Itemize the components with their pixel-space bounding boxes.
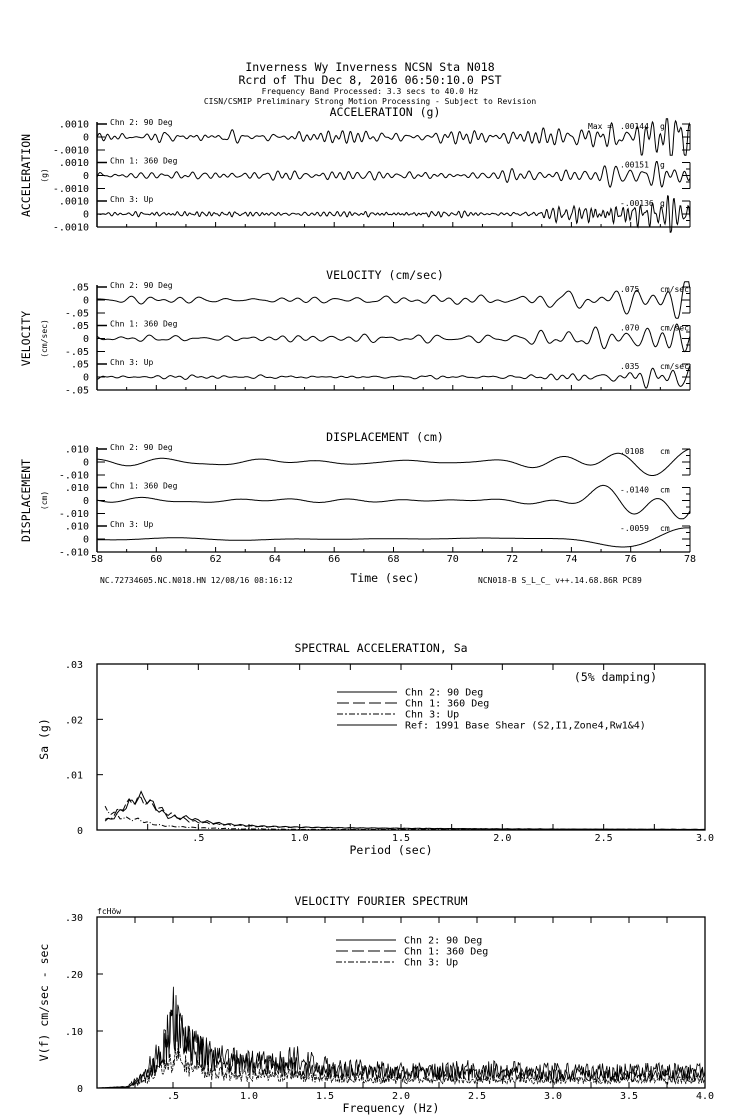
peak-unit: cm bbox=[660, 485, 670, 495]
y-axis-label: DISPLACEMENT bbox=[19, 458, 33, 543]
y-tick-label: .05 bbox=[70, 359, 89, 371]
peak-value: .00151 bbox=[620, 160, 649, 170]
chart-title: VELOCITY FOURIER SPECTRUM bbox=[294, 894, 468, 908]
y-tick-label: -.05 bbox=[64, 308, 89, 320]
x-tick-label: 74 bbox=[565, 554, 578, 565]
y-tick-label: .05 bbox=[70, 321, 89, 332]
x-tick-label: 2.0 bbox=[493, 833, 512, 844]
plot-frame bbox=[97, 664, 705, 830]
legend-label: Ref: 1991 Base Shear (S2,I1,Zone4,Rw1&4) bbox=[405, 720, 646, 732]
time-axis-label: Time (sec) bbox=[350, 571, 420, 585]
y-axis-units: (g) bbox=[40, 168, 49, 183]
x-tick-label: 62 bbox=[209, 554, 222, 565]
chart-tag: fcHöw bbox=[97, 907, 122, 916]
y-tick-label: 0 bbox=[76, 1084, 83, 1095]
y-tick-label: .010 bbox=[64, 483, 89, 494]
y-tick-label: 0 bbox=[82, 334, 89, 345]
y-tick-label: .0010 bbox=[58, 119, 89, 131]
fourier-spectrum-chart bbox=[37, 894, 714, 1115]
record-time: Rcrd of Thu Dec 8, 2016 06:50:10.0 PST bbox=[238, 73, 502, 87]
y-tick-label: .010 bbox=[64, 444, 89, 456]
x-tick-label: 68 bbox=[387, 554, 400, 565]
chart-title: SPECTRAL ACCELERATION, Sa bbox=[294, 641, 468, 655]
peak-unit: g bbox=[660, 160, 665, 170]
damping-note: (5% damping) bbox=[573, 670, 657, 684]
channel-trace-0 bbox=[59, 443, 690, 482]
y-tick-label: -.05 bbox=[64, 347, 89, 358]
y-tick-label: -.0010 bbox=[52, 222, 89, 234]
y-tick-label: 0 bbox=[76, 826, 83, 837]
y-tick-label: .010 bbox=[64, 521, 89, 533]
x-tick-label: 1.0 bbox=[290, 833, 309, 844]
x-axis-label: Period (sec) bbox=[349, 843, 433, 857]
processing-note: CISN/CSMIP Preliminary Strong Motion Processing - Subject to Revision bbox=[203, 97, 537, 106]
x-tick-label: 78 bbox=[683, 554, 697, 565]
series-line-1 bbox=[105, 796, 705, 829]
x-tick-label: 3.0 bbox=[695, 833, 715, 844]
x-tick-label: 3.0 bbox=[543, 1091, 563, 1102]
channel-trace-1 bbox=[53, 157, 690, 196]
x-tick-label: 76 bbox=[624, 554, 637, 565]
legend-label: Chn 2: 90 Deg bbox=[405, 687, 484, 699]
legend-label: Chn 1: 360 Deg bbox=[404, 946, 489, 958]
header bbox=[204, 60, 537, 106]
y-axis-label: Sa (g) bbox=[37, 718, 51, 760]
panel-title: DISPLACEMENT (cm) bbox=[326, 430, 444, 444]
peak-unit: cm/sec bbox=[660, 323, 689, 333]
channel-label: Chn 2: 90 Deg bbox=[110, 443, 173, 452]
x-tick-label: 4.0 bbox=[695, 1091, 715, 1102]
x-tick-label: 64 bbox=[268, 554, 281, 565]
panel-title: VELOCITY (cm/sec) bbox=[326, 268, 444, 282]
peak-value: .0108 bbox=[620, 447, 645, 456]
frequency-band: Frequency Band Processed: 3.3 secs to 40.0 Hz bbox=[261, 87, 479, 96]
y-axis-units: (cm) bbox=[40, 490, 49, 511]
peak-value: .070 bbox=[620, 323, 640, 333]
series-line-2 bbox=[105, 806, 705, 829]
legend-label: Chn 3: Up bbox=[404, 957, 459, 969]
channel-trace-0 bbox=[65, 281, 690, 320]
y-tick-label: .01 bbox=[64, 770, 83, 782]
y-tick-label: .20 bbox=[64, 970, 83, 981]
waveform-line bbox=[97, 365, 690, 388]
max-prefix: Max = bbox=[588, 122, 613, 131]
y-axis-label: VELOCITY bbox=[19, 310, 33, 367]
x-tick-label: 66 bbox=[328, 554, 341, 565]
channel-label: Chn 3: Up bbox=[110, 520, 154, 529]
y-tick-label: .02 bbox=[64, 715, 83, 727]
y-tick-label: .05 bbox=[70, 282, 89, 294]
peak-unit: cm/sec bbox=[660, 285, 689, 294]
peak-value: .075 bbox=[620, 285, 640, 294]
x-tick-label: 2.5 bbox=[594, 833, 613, 844]
time-history-panel-1 bbox=[19, 268, 690, 397]
peak-value: .035 bbox=[620, 362, 640, 371]
peak-unit: g bbox=[660, 199, 665, 208]
x-tick-label: 2.0 bbox=[391, 1091, 411, 1102]
peak-value: -.0059 bbox=[620, 524, 649, 533]
waveform-line bbox=[97, 282, 690, 318]
channel-label: Chn 3: Up bbox=[110, 195, 154, 204]
footer-record-id: NC.72734605.NC.N018.HN 12/08/16 08:16:12 bbox=[100, 576, 293, 585]
y-tick-label: -.0010 bbox=[52, 184, 89, 195]
legend-label: Chn 2: 90 Deg bbox=[404, 935, 483, 947]
x-tick-label: 72 bbox=[506, 554, 519, 565]
y-tick-label: -.010 bbox=[58, 470, 89, 482]
x-tick-label: .5 bbox=[166, 1091, 180, 1102]
channel-label: Chn 1: 360 Deg bbox=[110, 319, 178, 329]
y-tick-label: 0 bbox=[82, 132, 89, 144]
y-tick-label: .30 bbox=[64, 913, 83, 924]
peak-unit: cm/sec bbox=[660, 362, 689, 371]
y-tick-label: .0010 bbox=[58, 158, 89, 169]
series-line-2 bbox=[97, 1047, 705, 1088]
channel-label: Chn 3: Up bbox=[110, 358, 154, 367]
y-tick-label: 0 bbox=[82, 457, 89, 469]
x-tick-label: 3.5 bbox=[619, 1091, 639, 1102]
y-tick-label: -.010 bbox=[58, 509, 89, 520]
channel-trace-0 bbox=[53, 118, 690, 157]
waveform-line bbox=[97, 324, 690, 352]
y-tick-label: .03 bbox=[64, 660, 83, 671]
channel-trace-1 bbox=[59, 482, 690, 521]
channel-label: Chn 1: 360 Deg bbox=[110, 481, 178, 491]
x-tick-label: 2.5 bbox=[467, 1091, 487, 1102]
station-title: Inverness Wy Inverness NCSN Sta N018 bbox=[245, 60, 495, 74]
peak-value: .00144 bbox=[620, 122, 649, 131]
peak-value: -.00136 bbox=[620, 199, 654, 208]
y-tick-label: 0 bbox=[82, 372, 89, 384]
channel-label: Chn 2: 90 Deg bbox=[110, 281, 173, 290]
x-tick-label: 1.5 bbox=[391, 833, 411, 844]
x-tick-label: 58 bbox=[90, 554, 104, 565]
waveform-line bbox=[97, 485, 690, 518]
channel-trace-2 bbox=[59, 520, 690, 559]
peak-unit: cm bbox=[660, 524, 670, 533]
channel-label: Chn 1: 360 Deg bbox=[110, 156, 178, 166]
channel-trace-1 bbox=[65, 320, 690, 359]
footer-version: NCN018-B S_L_C_ v++.14.68.86R PC89 bbox=[478, 576, 642, 585]
y-tick-label: 0 bbox=[82, 209, 89, 221]
peak-value: -.0140 bbox=[620, 485, 649, 495]
x-tick-label: 60 bbox=[150, 554, 163, 565]
channel-trace-2 bbox=[53, 195, 690, 234]
waveform-line bbox=[97, 162, 690, 188]
spectral-acceleration-chart bbox=[37, 641, 714, 857]
x-tick-label: 1.5 bbox=[315, 1091, 335, 1102]
legend-label: Chn 1: 360 Deg bbox=[405, 698, 490, 710]
y-axis-label: ACCELERATION bbox=[19, 133, 33, 218]
waveform-line bbox=[97, 528, 690, 547]
y-tick-label: 0 bbox=[82, 496, 89, 507]
x-axis-label: Frequency (Hz) bbox=[342, 1101, 440, 1115]
waveform-line bbox=[97, 449, 690, 476]
x-tick-label: 1.0 bbox=[239, 1091, 259, 1102]
y-axis-units: (cm/sec) bbox=[40, 319, 49, 358]
peak-unit: g bbox=[660, 122, 665, 131]
y-tick-label: -.010 bbox=[58, 547, 89, 559]
legend-label: Chn 3: Up bbox=[405, 709, 460, 721]
series-line-0 bbox=[97, 987, 705, 1088]
x-tick-label: 70 bbox=[446, 554, 459, 565]
y-tick-label: .0010 bbox=[58, 196, 89, 208]
peak-unit: cm bbox=[660, 447, 670, 456]
y-tick-label: -.0010 bbox=[52, 145, 89, 157]
time-history-panel-2 bbox=[19, 430, 696, 565]
panel-title: ACCELERATION (g) bbox=[329, 105, 441, 119]
y-tick-label: 0 bbox=[82, 295, 89, 307]
channel-trace-2 bbox=[65, 358, 690, 397]
y-tick-label: .10 bbox=[64, 1027, 83, 1038]
y-tick-label: 0 bbox=[82, 171, 89, 182]
y-tick-label: 0 bbox=[82, 534, 89, 546]
y-axis-label: V(f) cm/sec - sec bbox=[37, 943, 51, 1062]
channel-label: Chn 2: 90 Deg bbox=[110, 118, 173, 127]
series-line-0 bbox=[105, 792, 705, 830]
time-history-panel-0 bbox=[19, 105, 690, 234]
y-tick-label: -.05 bbox=[64, 385, 89, 397]
x-tick-label: .5 bbox=[192, 833, 205, 844]
